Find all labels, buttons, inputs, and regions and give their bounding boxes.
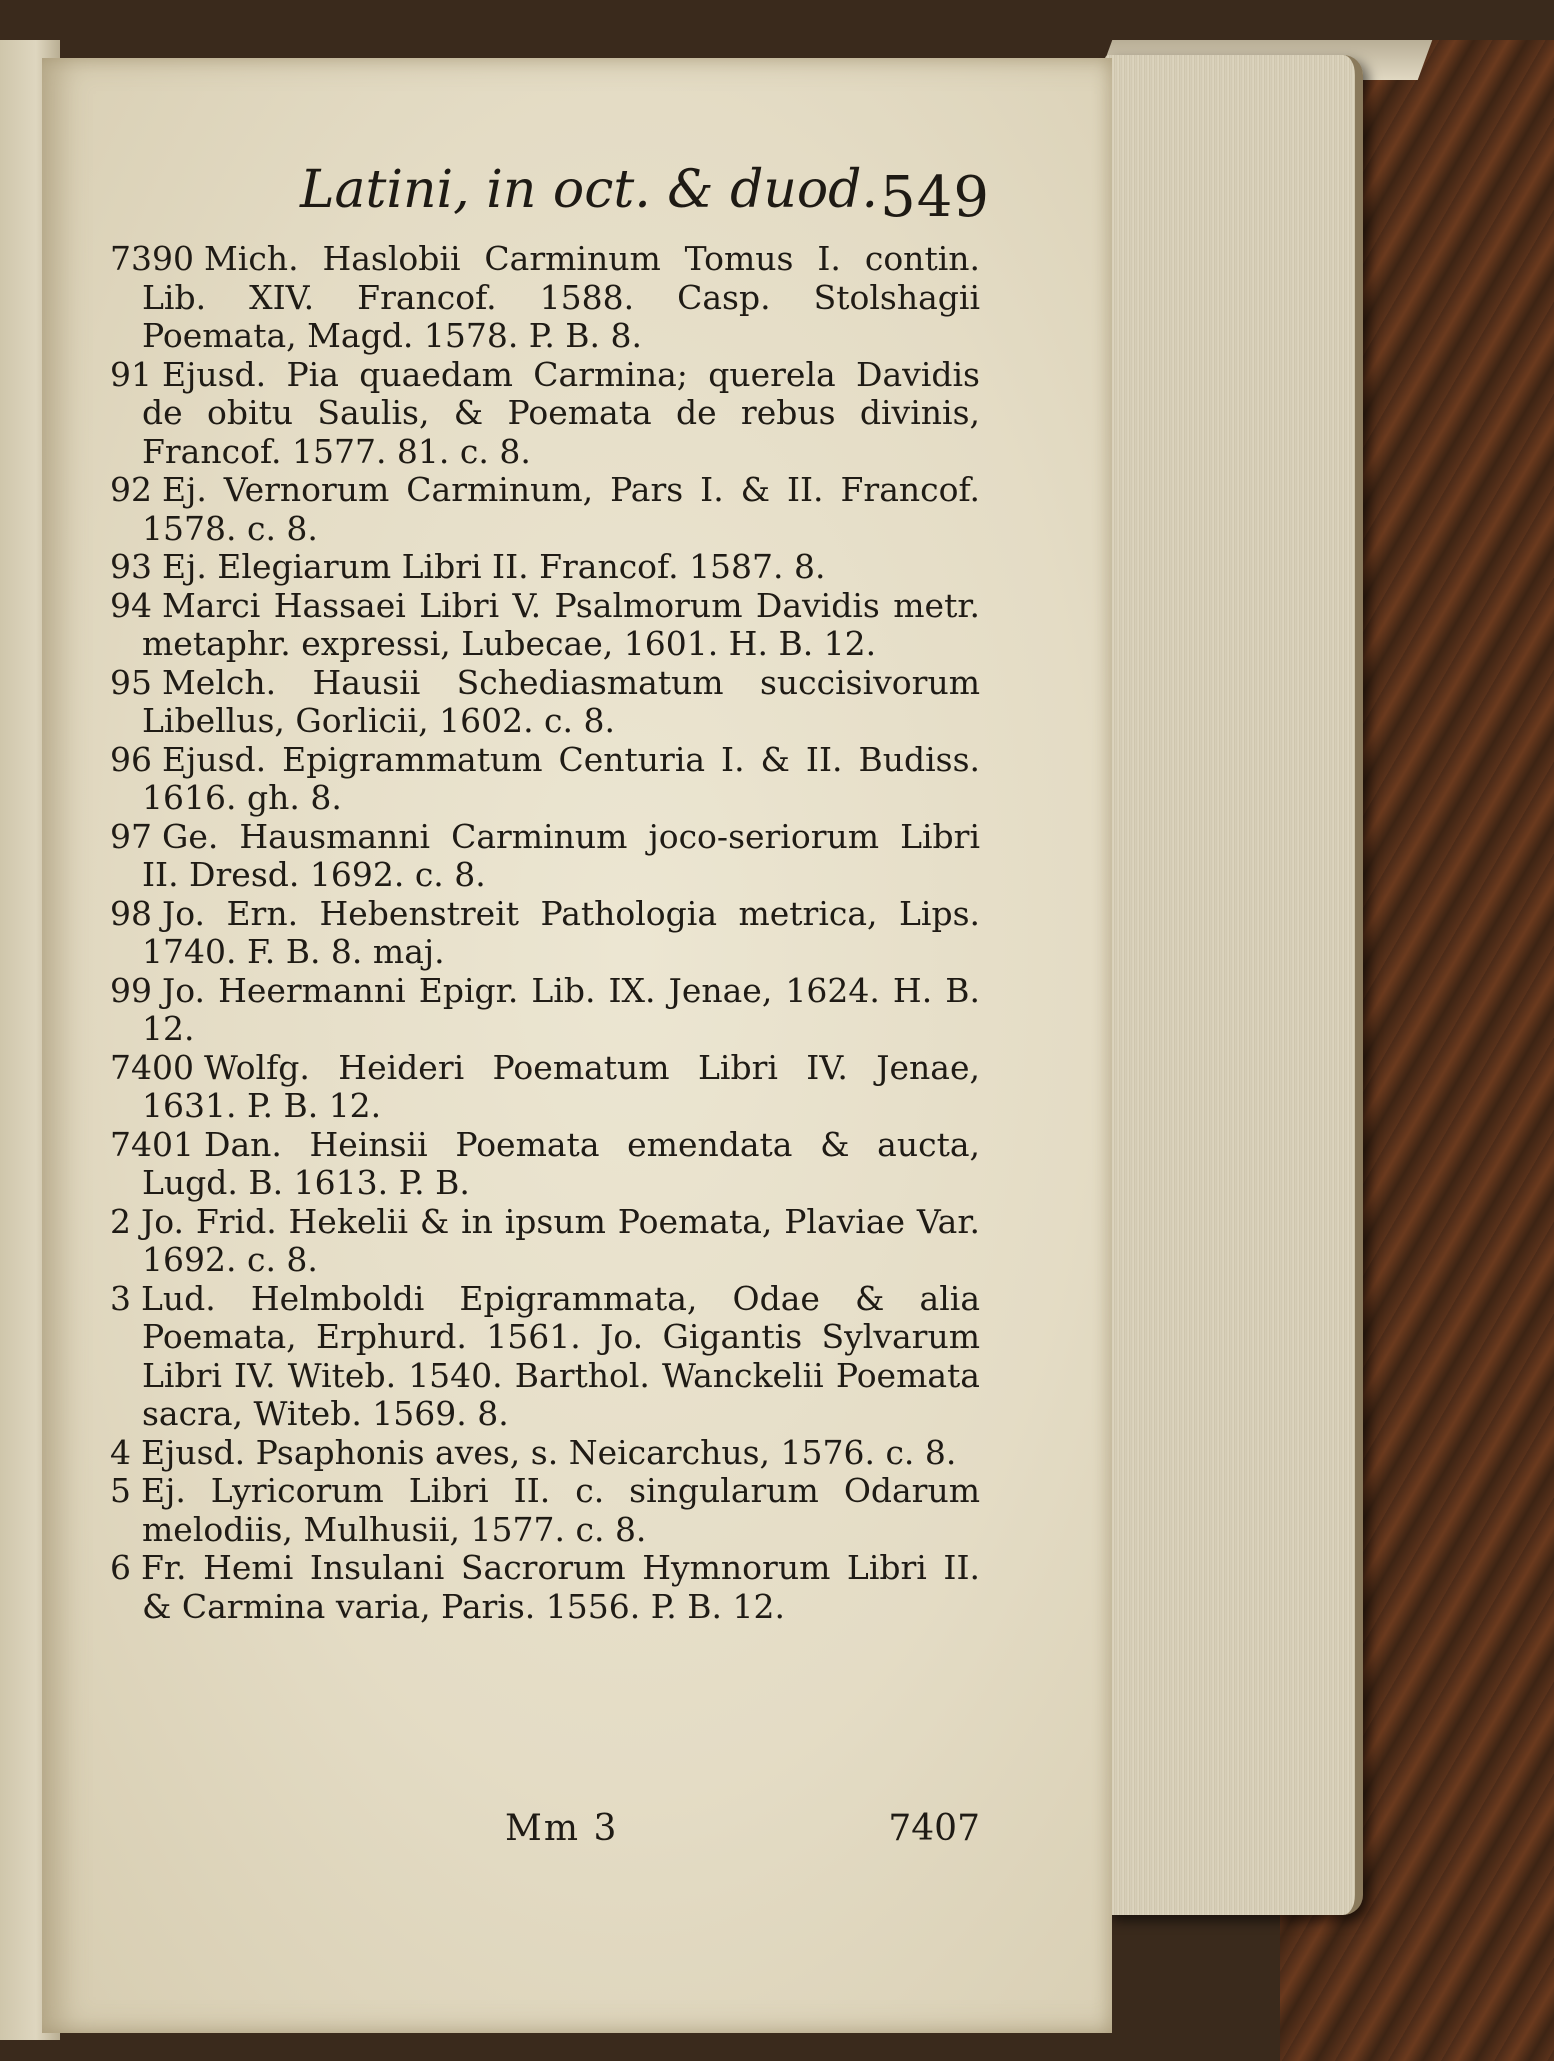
page-footer xyxy=(300,1808,980,1858)
entry-text: Mich. Haslobii Carminum Tomus I. contin. Lib. XIV. Francof. 1588. Casp. Stolshagii Poemata, Magd. 1578. P. B. 8. xyxy=(142,239,980,355)
entry-text: Ejusd. Pia quaedam Carmina; querela Davidis de obitu Saulis, & Poemata de rebus divinis, Francof. 1577. 81. c. 8. xyxy=(142,354,980,471)
entry-text: Jo. Heermanni Epigr. Lib. IX. Jenae, 1624. H. B. 12. xyxy=(142,970,980,1048)
entry-number: 94 xyxy=(110,585,152,625)
entry-text: Fr. Hemi Insulani Sacrorum Hymnorum Libri II. & Carmina varia, Paris. 1556. P. B. 12. xyxy=(141,1548,980,1626)
running-title: Latini, in oct. & duod. xyxy=(300,160,878,220)
entry-text: Wolfg. Heideri Poematum Libri IV. Jenae, 1631. P. B. 12. xyxy=(142,1047,980,1125)
entry-number: 99 xyxy=(110,970,152,1010)
entry-number: 93 xyxy=(110,547,152,586)
entry-number: 3 xyxy=(110,1278,131,1318)
entry-number: 91 xyxy=(110,354,152,394)
entry-text: Dan. Heinsii Poemata emendata & aucta, Lugd. B. 1613. P. B. xyxy=(142,1124,980,1202)
catchword: 7407 xyxy=(888,1808,980,1849)
entry-text: Ge. Hausmanni Carminum joco-seriorum Libri II. Dresd. 1692. c. 8. xyxy=(142,816,980,894)
catalog-entry xyxy=(110,1549,980,1626)
entry-number: 7401 xyxy=(110,1124,194,1164)
entry-text: Ej. Vernorum Carminum, Pars I. & II. Francof. 1578. c. 8. xyxy=(142,470,980,548)
entry-number: 6 xyxy=(110,1548,131,1587)
entry-number: 2 xyxy=(110,1201,131,1241)
entry-number: 97 xyxy=(110,816,152,856)
catalog-entry xyxy=(110,1280,980,1434)
catalog-entry xyxy=(110,1049,980,1126)
entry-number: 7390 xyxy=(110,239,194,278)
signature-mark: Mm 3 xyxy=(505,1808,619,1849)
entry-text: Jo. Frid. Hekelii & in ipsum Poemata, Plaviae Var. 1692. c. 8. xyxy=(141,1201,980,1279)
entry-text: Lud. Helmboldi Epigrammata, Odae & alia Poemata, Erphurd. 1561. Jo. Gigantis Sylvarum Libri IV. Witeb. 1540. Barthol. Wanckelii Poemata sacra, Witeb. 1569. 8. xyxy=(141,1278,980,1433)
catalog-entry xyxy=(110,548,980,587)
entry-text: Ej. Lyricorum Libri II. c. singularum Odarum melodiis, Mulhusii, 1577. c. 8. xyxy=(141,1471,980,1549)
catalog-entry xyxy=(110,1472,980,1549)
entry-text: Marci Hassaei Libri V. Psalmorum Davidis metr. metaphr. expressi, Lubecae, 1601. H. B. 12. xyxy=(142,585,980,663)
catalog-entry xyxy=(110,587,980,664)
entry-number: 95 xyxy=(110,662,152,702)
catalog-entry xyxy=(110,818,980,895)
entry-number: 4 xyxy=(110,1432,131,1472)
entry-text: Ejusd. Epigrammatum Centuria I. & II. Budiss. 1616. gh. 8. xyxy=(142,739,980,817)
running-header xyxy=(300,155,990,230)
page-block-fore-edge xyxy=(1105,55,1363,1915)
entry-number: 7400 xyxy=(110,1047,194,1087)
catalog-entry xyxy=(110,240,980,356)
entry-number: 96 xyxy=(110,739,152,779)
catalog-entry xyxy=(110,1434,980,1473)
catalog-entry xyxy=(110,1203,980,1280)
entry-text: Ejusd. Psaphonis aves, s. Neicarchus, 1576. c. 8. xyxy=(141,1432,957,1472)
entry-text: Melch. Hausii Schediasmatum succisivorum Libellus, Gorlicii, 1602. c. 8. xyxy=(142,662,980,740)
catalog-entry xyxy=(110,471,980,548)
entry-number: 5 xyxy=(110,1471,131,1510)
catalog-entry xyxy=(110,1126,980,1203)
entry-text: Jo. Ern. Hebenstreit Pathologia metrica, Lips. 1740. F. B. 8. maj. xyxy=(142,893,980,971)
catalog-entry xyxy=(110,664,980,741)
catalog-entry xyxy=(110,741,980,818)
catalog-entry xyxy=(110,895,980,972)
entry-text: Ej. Elegiarum Libri II. Francof. 1587. 8. xyxy=(162,547,826,586)
entry-number: 98 xyxy=(110,893,152,933)
catalog-entry xyxy=(110,356,980,472)
catalog-entry xyxy=(110,972,980,1049)
entry-number: 92 xyxy=(110,470,152,509)
catalog-entries xyxy=(110,240,980,1626)
page-number: 549 xyxy=(880,165,990,230)
